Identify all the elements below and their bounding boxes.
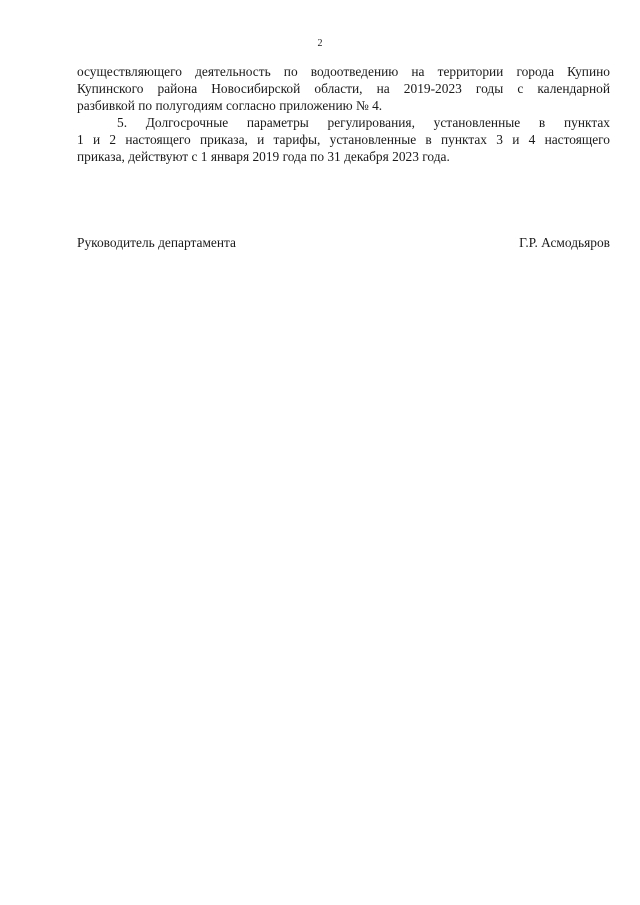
text-line: 5. Долгосрочные параметры регулирования, установленные в пунктах (117, 115, 610, 130)
text-line: Купинского района Новосибирской области, на 2019-2023 годы с календарной (77, 81, 610, 96)
text-line: разбивкой по полугодиям согласно приложению № 4. (77, 98, 383, 113)
text-line: осуществляющего деятельность по водоотведению на территории города Купино (77, 64, 610, 79)
signatory-position: Руководитель департамента (77, 235, 236, 250)
page-number: 2 (317, 38, 323, 49)
document-body (77, 63, 610, 165)
text-line: приказа, действуют с 1 января 2019 года по 31 декабря 2023 года. (77, 149, 450, 164)
paragraph-continuation (77, 63, 610, 114)
text-line: 1 и 2 настоящего приказа, и тарифы, установленные в пунктах 3 и 4 настоящего (77, 132, 610, 147)
paragraph-item-5 (77, 114, 610, 165)
signatory-name: Г.Р. Асмодьяров (519, 235, 610, 250)
signature-block (77, 234, 610, 251)
